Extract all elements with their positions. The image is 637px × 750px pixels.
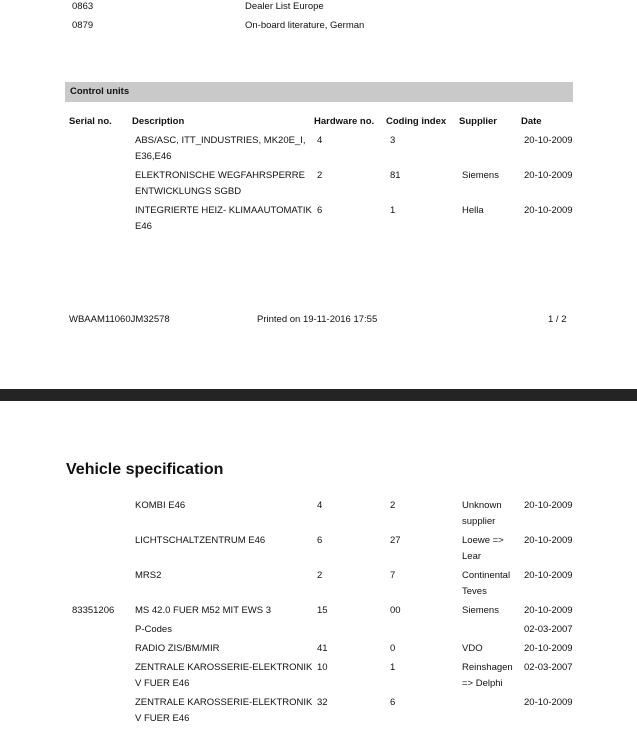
printed-timestamp: Printed on 19-11-2016 17:55 (257, 314, 378, 325)
row-hardware: 2 (317, 570, 323, 581)
column-header-serial: Serial no. (69, 116, 112, 127)
row-description-line2: V FUER E46 (135, 713, 190, 724)
row-coding: 6 (390, 697, 396, 708)
row-date: 20-10-2009 (524, 135, 573, 146)
row-supplier-line1: Loewe => (462, 535, 504, 546)
page-number: 1 / 2 (548, 314, 567, 325)
row-description-line1: ABS/ASC, ITT_INDUSTRIES, MK20E_I, (135, 135, 306, 146)
row-hardware: 10 (317, 662, 328, 673)
row-supplier-line2: => Delphi (462, 678, 503, 689)
row-coding: 27 (390, 535, 401, 546)
page-break-divider (0, 389, 637, 401)
vin-number: WBAAM11060JM32578 (69, 314, 170, 325)
row-supplier-line2: Teves (462, 586, 487, 597)
row-hardware: 2 (317, 170, 323, 181)
row-description-line2: V FUER E46 (135, 678, 190, 689)
list-item-text: On-board literature, German (245, 20, 365, 31)
row-description-line1: KOMBI E46 (135, 500, 186, 511)
column-header-hardware: Hardware no. (314, 116, 375, 127)
row-date: 20-10-2009 (524, 697, 573, 708)
row-date: 20-10-2009 (524, 535, 573, 546)
row-coding: 81 (390, 170, 401, 181)
row-supplier: Hella (462, 205, 484, 216)
row-description-line1: ZENTRALE KAROSSERIE-ELEKTRONIK (135, 697, 313, 708)
section-title: Control units (70, 86, 130, 97)
row-description-line1: ELEKTRONISCHE WEGFAHRSPERRE (135, 170, 305, 181)
row-description-line2: P-Codes (135, 624, 172, 635)
row-coding: 3 (390, 135, 396, 146)
row-description-line1: MS 42.0 FUER M52 MIT EWS 3 (135, 605, 272, 616)
row-date: 20-10-2009 (524, 643, 573, 654)
row-date: 20-10-2009 (524, 605, 573, 616)
row-description-line2: E46 (135, 221, 152, 232)
row-coding: 7 (390, 570, 396, 581)
row-description-line1: ZENTRALE KAROSSERIE-ELEKTRONIK (135, 662, 313, 673)
row-date: 20-10-2009 (524, 205, 573, 216)
row-supplier-line1: Siemens (462, 605, 499, 616)
row-supplier: Siemens (462, 170, 499, 181)
row-hardware: 4 (317, 500, 323, 511)
row-coding: 00 (390, 605, 401, 616)
row-description-line2: E36,E46 (135, 151, 172, 162)
row-description-line1: INTEGRIERTE HEIZ- KLIMAAUTOMATIK (135, 205, 312, 216)
column-header-supplier: Supplier (459, 116, 498, 127)
row-date: 20-10-2009 (524, 170, 573, 181)
row-coding: 1 (390, 205, 396, 216)
list-item-code: 0863 (72, 1, 94, 12)
row-description-line1: LICHTSCHALTZENTRUM E46 (135, 535, 266, 546)
row-supplier-line1: Unknown (462, 500, 502, 511)
page-title: Vehicle specification (66, 461, 224, 478)
column-header-description: Description (132, 116, 185, 127)
row-date: 02-03-2007 (524, 662, 573, 673)
row-description-line1: MRS2 (135, 570, 162, 581)
row-hardware: 4 (317, 135, 323, 146)
row-hardware: 15 (317, 605, 328, 616)
row-date: 20-10-2009 (524, 570, 573, 581)
row-coding: 1 (390, 662, 396, 673)
list-item-text: Dealer List Europe (245, 1, 324, 12)
column-header-coding: Coding index (386, 116, 447, 127)
row-serial: 83351206 (72, 605, 115, 616)
list-item-code: 0879 (72, 20, 94, 31)
row-hardware: 32 (317, 697, 328, 708)
row-supplier-line2: Lear (462, 551, 482, 562)
row-description-line2: ENTWICKLUNGS SGBD (135, 186, 242, 197)
row-hardware: 41 (317, 643, 328, 654)
row-supplier-line1: Continental (462, 570, 511, 581)
row-date-secondary: 02-03-2007 (524, 624, 573, 635)
row-hardware: 6 (317, 205, 323, 216)
row-supplier-line2: supplier (462, 516, 496, 527)
control-units-section-header (65, 82, 573, 102)
row-hardware: 6 (317, 535, 323, 546)
row-coding: 0 (390, 643, 396, 654)
column-header-date: Date (521, 116, 542, 127)
row-supplier-line1: Reinshagen (462, 662, 513, 673)
row-coding: 2 (390, 500, 396, 511)
row-date: 20-10-2009 (524, 500, 573, 511)
row-description-line1: RADIO ZIS/BM/MIR (135, 643, 220, 654)
row-supplier-line1: VDO (462, 643, 483, 654)
